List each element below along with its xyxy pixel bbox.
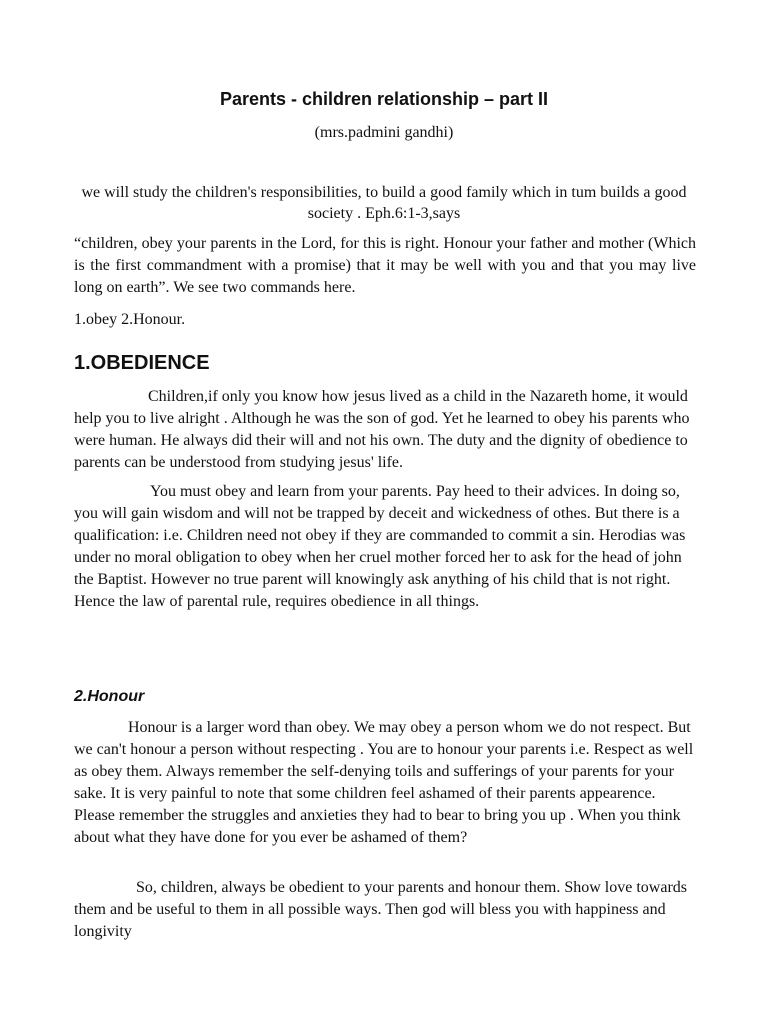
obedience-paragraph-2: You must obey and learn from your parents. Pay heed to their advices. In doing so, you will gain wisdom and will not be trapped by deceit and wickedness of othes. But there is a qualification: i.e. Children need not obey if they are commanded to commit a sin. Herodias was under no moral obligation to obey when her cruel mother forced her to ask for the head of john the Baptist. However no true parent will knowingly ask anything of his child that is not right. Hence the law of parental rule, requires obedience in all things. xyxy=(74,483,686,610)
section-heading-honour: 2.Honour xyxy=(74,688,145,705)
intro-paragraph: we will study the children's responsibilities, to build a good family which in tum builds a good society . Eph.6:1-3,says xyxy=(81,184,687,222)
page-title: Parents - children relationship – part II xyxy=(219,89,549,109)
honour-paragraph-1: Honour is a larger word than obey. We may obey a person whom we do not respect. But we can't honour a person without respecting . You are to honour your parents i.e. Respect as well as obey them. Always remember the self-denying toils and sufferings of your parents for your sake. It is very painful to note that some children feel ashamed of their parents appearence. Please remember the struggles and anxieties they had to bear to bring you up . When you think about what they have done for you ever be ashamed of them? xyxy=(74,719,694,846)
obedience-paragraph-1: Children,if only you know how jesus lived as a child in the Nazareth home, it would help you to live alright . Although he was the son of god. Yet he learned to obey his parents who were human. He always did their will and not his own. The duty and the dignity of obedience to parents can be understood from studying jesus' life. xyxy=(74,388,690,471)
section-heading-obedience: 1.OBEDIENCE xyxy=(74,352,210,374)
honour-paragraph-2: So, children, always be obedient to your parents and honour them. Show love towards them and be useful to them in all possible ways. Then god will bless you with happiness and longivity xyxy=(74,879,687,940)
author-line: (mrs.padmini gandhi) xyxy=(314,124,454,141)
scripture-quote: “children, obey your parents in the Lord, for this is right. Honour your father and mother (Which is the first commandment with a promise) that it may be well with you and that you may live long on earth”. We see two commands here. xyxy=(74,235,696,296)
commands-line: 1.obey 2.Honour. xyxy=(74,311,186,328)
